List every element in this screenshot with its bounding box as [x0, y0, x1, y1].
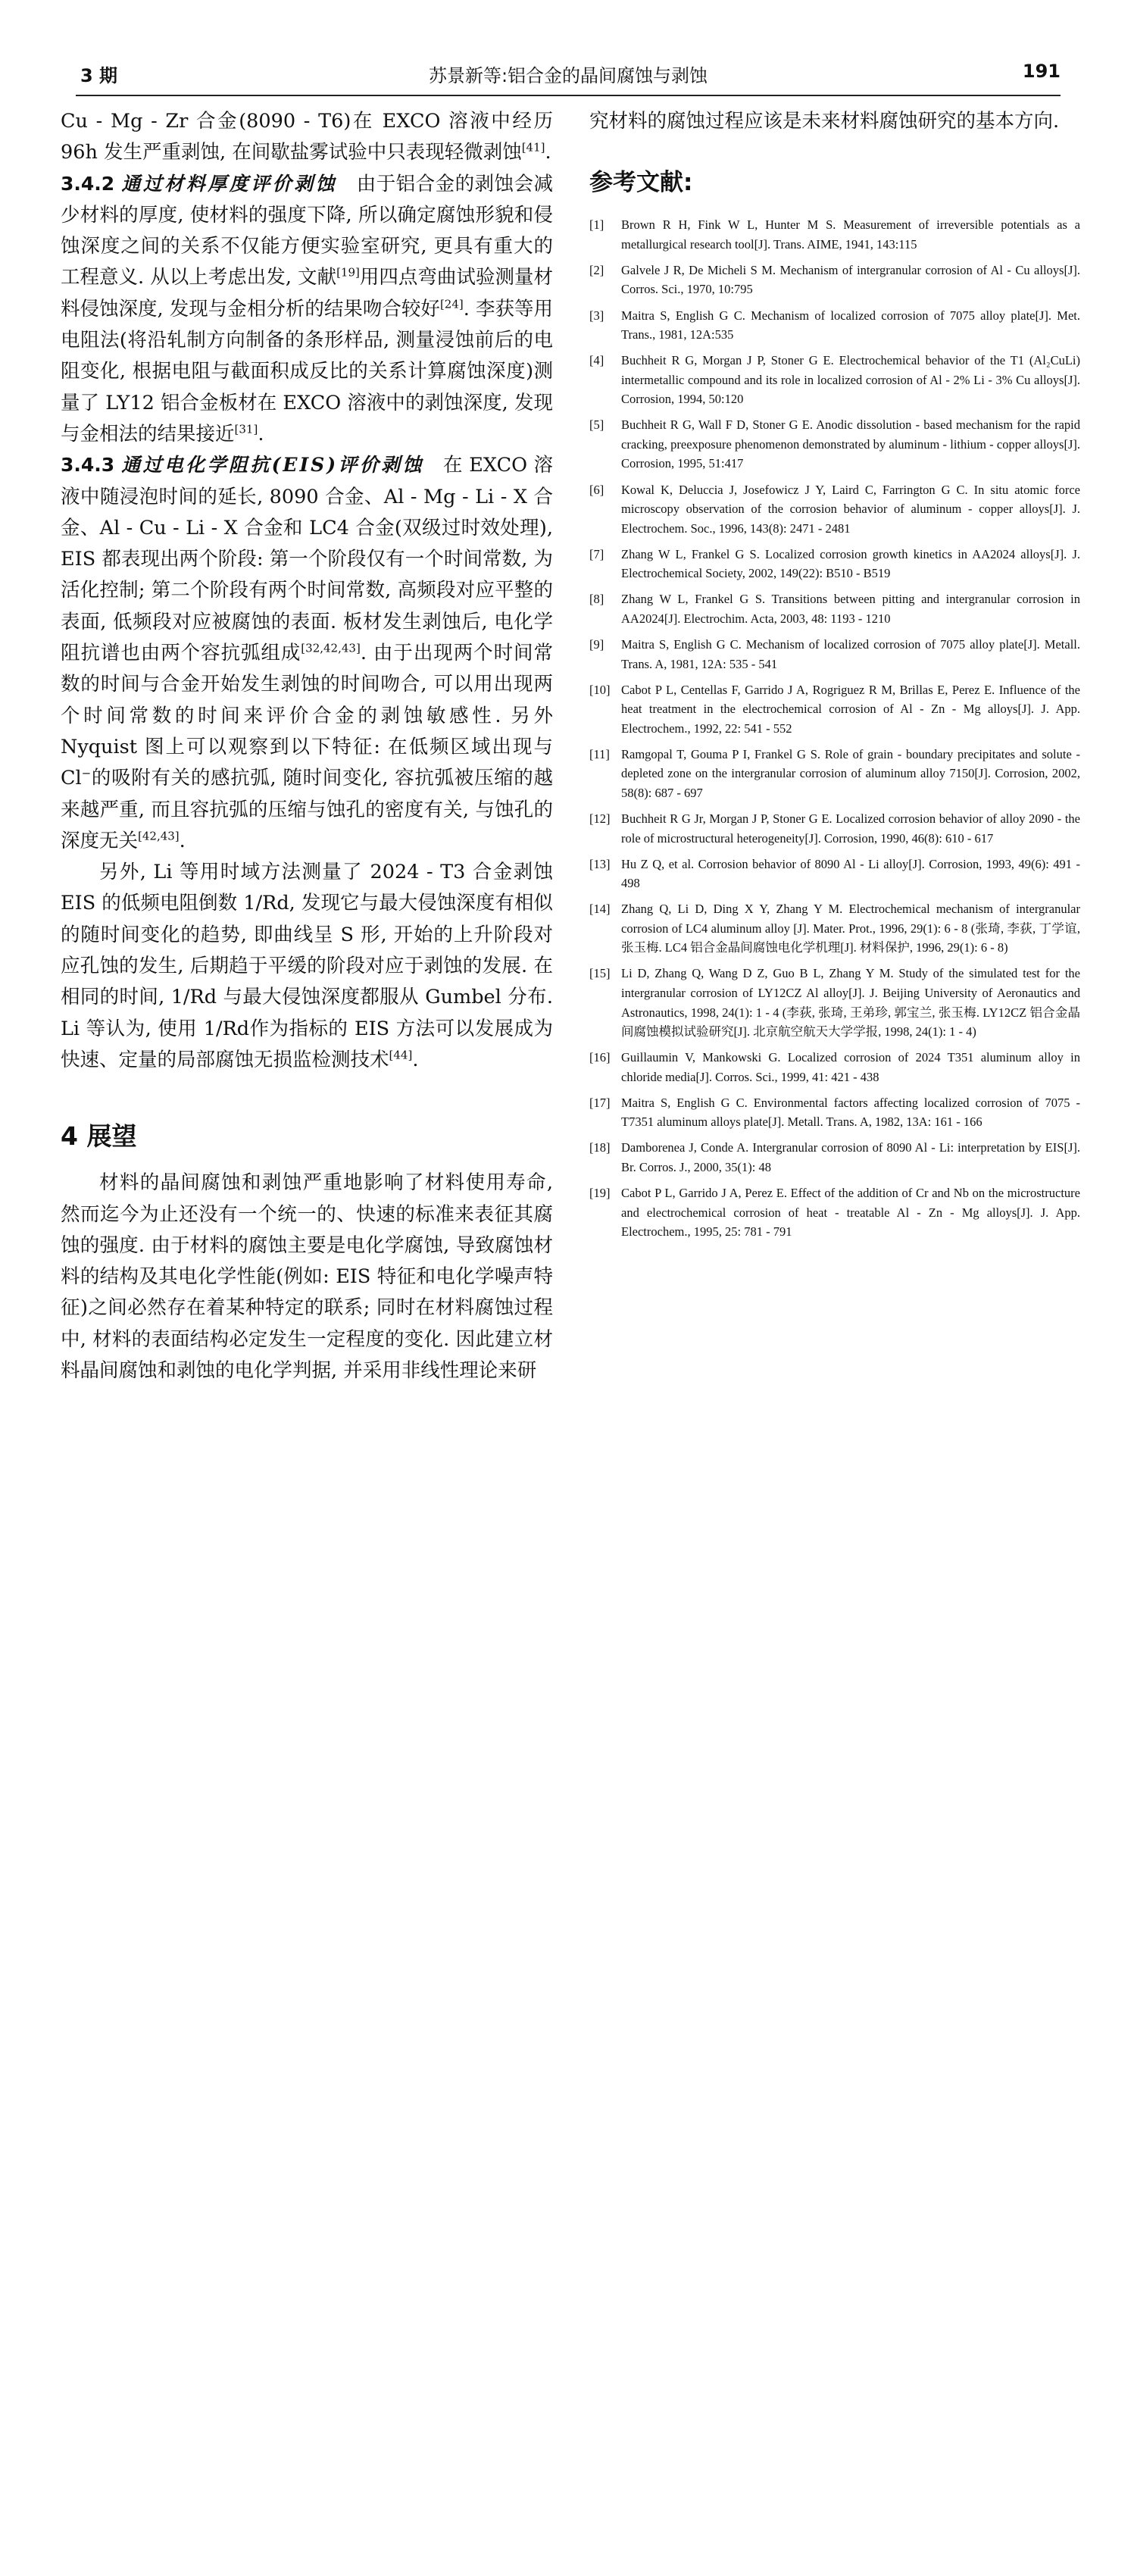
reference-text: Guillaumin V, Mankowski G. Localized corrosion of 2024 T351 aluminum alloy in chloride media[J]. Corros. Sci., 1999, 41: 421 - 438	[621, 1050, 1080, 1084]
reference-number: [12]	[589, 811, 611, 826]
reference-item	[589, 745, 1080, 803]
reference-item	[589, 635, 1080, 674]
reference-item	[589, 480, 1080, 539]
reference-item	[589, 1183, 1080, 1242]
citation: [24]	[439, 297, 464, 311]
section-3-4-2: 3.4.2 通过材料厚度评价剥蚀 由于铝合金的剥蚀会减少材料的厚度, 使材料的强度下降, 所以确定腐蚀形貌和侵蚀深度之间的关系不仅能方便实验室研究, 更具有重大的工程意义. 从以上考虑出发, 文献[19]用四点弯曲试验测量材料侵蚀深度, 发现与金相分析的结果吻合较好[24]. 李获等用电阻法(将沿轧制方向制备的条形样品, 测量浸蚀前后的电阻变化, 根据电阻与截面积成反比的关系计算腐蚀深度)测量了 LY12 铝合金板材在 EXCO 溶液中的剥蚀深度, 发现与金相法的结果接近[31].	[61, 172, 553, 445]
subsection-heading: 3.4.3 通过电化学阻抗(EIS)评价剥蚀	[61, 454, 424, 477]
reference-item	[589, 306, 1080, 345]
reference-item	[589, 589, 1080, 628]
reference-number: [18]	[589, 1140, 611, 1155]
reference-number: [17]	[589, 1095, 611, 1110]
left-column	[61, 106, 553, 1386]
reference-number: [16]	[589, 1050, 611, 1065]
reference-text: Kowal K, Deluccia J, Josefowicz J Y, Laird C, Farrington G C. In situ atomic force microscopy observation of the corrosion behavior of aluminum - copper alloys[J]. J. Electrochem. Soc., 1996, 143(8): 2471 - 2481	[621, 482, 1080, 536]
reference-text: Cabot P L, Garrido J A, Perez E. Effect of the addition of Cr and Nb on the microstructure and electrochemical corrosion of heat - treatable Al - Zn - Mg alloys[J]. J. App. Electrochem., 1995, 25: 781 - 791	[621, 1186, 1080, 1240]
citation: [42,43]	[138, 829, 180, 843]
reference-text: Maitra S, English G C. Mechanism of localized corrosion of 7075 alloy plate[J]. Met. Trans., 1981, 12A:535	[621, 308, 1080, 342]
reference-item	[589, 680, 1080, 739]
citation: [44]	[389, 1048, 413, 1062]
header-divider	[76, 95, 1061, 96]
reference-text: Zhang W L, Frankel G S. Transitions between pitting and intergranular corrosion in AA2024[J]. Electrochim. Acta, 2003, 48: 1193 - 1210	[621, 592, 1080, 626]
reference-list	[589, 215, 1080, 1241]
reference-item	[589, 545, 1080, 583]
reference-item	[589, 899, 1080, 958]
reference-item	[589, 1138, 1080, 1177]
reference-number: [7]	[589, 546, 604, 561]
reference-item	[589, 351, 1080, 409]
reference-text: Ramgopal T, Gouma P I, Frankel G S. Role of grain - boundary precipitates and solute - depleted zone on the intergranular corrosion of aluminum alloy 7150[J]. Corrosion, 2002, 58(8): 687 - 697	[621, 746, 1080, 800]
reference-number: [11]	[589, 746, 610, 761]
reference-text: Li D, Zhang Q, Wang D Z, Guo B L, Zhang Y M. Study of the simulated test for the intergranular corrosion of LY12CZ Al alloy[J]. J. Beijing University of Aeronautics and Astronautics, 1998, 24(1): 1 - 4 (李荻, 张琦, 王弟珍, 郭宝兰, 张玉梅. LY12CZ 铝合金晶间腐蚀模拟试验研究[J]. 北京航空航天大学学报, 1998, 24(1): 1 - 4)	[621, 966, 1080, 1039]
reference-number: [4]	[589, 353, 604, 368]
reference-number: [14]	[589, 902, 611, 917]
reference-text: Maitra S, English G C. Mechanism of localized corrosion of 7075 alloy plate[J]. Metall. Trans. A, 1981, 12A: 535 - 541	[621, 636, 1080, 671]
reference-number: [2]	[589, 262, 604, 277]
reference-number: [6]	[589, 482, 604, 497]
reference-text: Maitra S, English G C. Environmental factors affecting localized corrosion of 7075 - T7351 aluminum alloys plate[J]. Metall. Trans. A, 1982, 13A: 161 - 166	[621, 1095, 1080, 1130]
reference-item	[589, 964, 1080, 1041]
reference-number: [19]	[589, 1186, 611, 1201]
issue-number: 3 期	[80, 65, 118, 86]
reference-number: [10]	[589, 682, 611, 697]
reference-text: Cabot P L, Centellas F, Garrido J A, Rogriguez R M, Brillas E, Perez E. Influence of the heat treatment in the electrochemical corrosion of Al - Zn - Mg alloys[J]. J. App. Electrochem., 1992, 22: 541 - 552	[621, 682, 1080, 736]
reference-text: Zhang Q, Li D, Ding X Y, Zhang Y M. Electrochemical mechanism of intergranular corrosion of LC4 aluminum alloy [J]. Mater. Prot., 1996, 29(1): 6 - 8 (张琦, 李荻, 丁学谊, 张玉梅. LC4 铝合金晶间腐蚀电化学机理[J]. 材料保护, 1996, 29(1): 6 - 8)	[621, 902, 1080, 955]
reference-number: [13]	[589, 856, 611, 871]
reference-text: Buchheit R G, Morgan J P, Stoner G E. Electrochemical behavior of the T1 (Al₂CuLi) intermetallic compound and its role in localized corrosion of Al - 2% Li - 3% Cu alloys[J]. Corrosion, 1994, 50:120	[621, 353, 1080, 407]
reference-number: [8]	[589, 592, 604, 607]
section-3-4-3: 3.4.3 通过电化学阻抗(EIS)评价剥蚀 在 EXCO 溶液中随浸泡时间的延长, 8090 合金、Al - Mg - Li - X 合金、Al - Cu - Li - X 合金和 LC4 合金(双级过时效处理), EIS 都表现出两个阶段: 第一个阶段仅有一个时间常数, 为活化控制; 第二个阶段有两个时间常数, 高频段对应平整的表面, 低频段对应被腐蚀的表面. 板材发生剥蚀后, 电化学阻抗谱也由两个容抗弧组成[32,42,43]. 由于出现两个时间常数的时间与合金开始发生剥蚀的时间吻合, 可以用出现两个时间常数的时间来评价合金的剥蚀敏感性. 另外 Nyquist 图上可以观察到以下特征: 在低频区域出现与 Cl−的吸附有关的感抗弧, 随时间变化, 容抗弧被压缩的越来越严重, 而且容抗弧的压缩与蚀孔的密度有关, 与蚀孔的深度无关[42,43].	[61, 454, 553, 852]
page-header	[76, 61, 1061, 91]
outlook-paragraph: 材料的晶间腐蚀和剥蚀严重地影响了材料使用寿命, 然而迄今为止还没有一个统一的、快速的标准来表征其腐蚀的强度. 由于材料的腐蚀主要是电化学腐蚀, 导致腐蚀材料的结构及其电化学性能(例如: EIS 特征和电化学噪声特征)之间必然存在着某种特定的联系; 同时在材料腐蚀过程中, 材料的表面结构必定发生一定程度的变化. 因此建立材料晶间腐蚀和剥蚀的电化学判据, 并采用非线性理论来研	[61, 1171, 553, 1382]
running-title: 苏景新等:铝合金的晶间腐蚀与剥蚀	[428, 65, 708, 86]
continued-outlook-text: 究材料的腐蚀过程应该是未来材料腐蚀研究的基本方向.	[589, 110, 1060, 133]
citation: [19]	[336, 265, 360, 280]
reference-text: Buchheit R G Jr, Morgan J P, Stoner G E. Localized corrosion behavior of alloy 2090 - the role of microstructural heterogeneity[J]. Corrosion, 1990, 46(8): 610 - 617	[621, 811, 1080, 846]
reference-item	[589, 1048, 1080, 1086]
reference-item	[589, 215, 1080, 254]
reference-item	[589, 261, 1080, 299]
reference-text: Damborenea J, Conde A. Intergranular corrosion of 8090 Al - Li: interpretation by EIS[J]. Br. Corros. J., 2000, 35(1): 48	[621, 1140, 1080, 1174]
citation: [41]	[521, 140, 545, 155]
reference-text: Zhang W L, Frankel G S. Localized corrosion growth kinetics in AA2024 alloys[J]. J. Electrochemical Society, 2002, 149(22): B510 - B519	[621, 546, 1080, 581]
reference-text: Galvele J R, De Micheli S M. Mechanism of intergranular corrosion of Al - Cu alloys[J]. Corros. Sci., 1970, 10:795	[621, 262, 1080, 297]
page-number: 191	[1022, 61, 1061, 82]
reference-number: [3]	[589, 308, 604, 323]
reference-number: [9]	[589, 636, 604, 652]
reference-item	[589, 415, 1080, 474]
references-heading: 参考文献:	[589, 169, 693, 197]
reference-number: [5]	[589, 417, 604, 433]
right-column	[589, 106, 1080, 1248]
reference-item	[589, 855, 1080, 893]
reference-item	[589, 1093, 1080, 1132]
reference-number: [15]	[589, 966, 611, 981]
subsection-heading: 3.4.2 通过材料厚度评价剥蚀	[61, 172, 338, 195]
reference-text: Brown R H, Fink W L, Hunter M S. Measurement of irreversible potentials as a metallurgical research tool[J]. Trans. AIME, 1941, 143:115	[621, 217, 1080, 252]
reference-text: Buchheit R G, Wall F D, Stoner G E. Anodic dissolution - based mechanism for the rapid cracking, preexposure phenomenon demonstrated by aluminum - lithium - copper alloys[J]. Corrosion, 1995, 51:417	[621, 417, 1080, 471]
citation: [31]	[234, 422, 258, 436]
reference-text: Hu Z Q, et al. Corrosion behavior of 8090 Al - Li alloy[J]. Corrosion, 1993, 49(6): 491 - 498	[621, 856, 1080, 891]
section-heading-outlook: 4 展望	[61, 1121, 137, 1152]
continued-paragraph: Cu - Mg - Zr 合金(8090 - T6)在 EXCO 溶液中经历 96h 发生严重剥蚀, 在间歇盐雾试验中只表现轻微剥蚀[41].	[61, 110, 553, 164]
reference-number: [1]	[589, 217, 604, 233]
reference-item	[589, 809, 1080, 848]
paragraph-li-eis: 另外, Li 等用时域方法测量了 2024 - T3 合金剥蚀 EIS 的低频电阻倒数 1/Rd, 发现它与最大侵蚀深度有相似的随时间变化的趋势, 即曲线呈 S 形, 开始的上升阶段对应孔蚀的发生, 后期趋于平缓的阶段对应于剥蚀的发展. 在相同的时间, 1/Rd 与最大侵蚀深度都服从 Gumbel 分布. Li 等认为, 使用 1/Rd作为指标的 EIS 方法可以发展成为快速、定量的局部腐蚀无损监检测技术[44].	[61, 861, 553, 1071]
citation: [32,42,43]	[301, 641, 361, 655]
